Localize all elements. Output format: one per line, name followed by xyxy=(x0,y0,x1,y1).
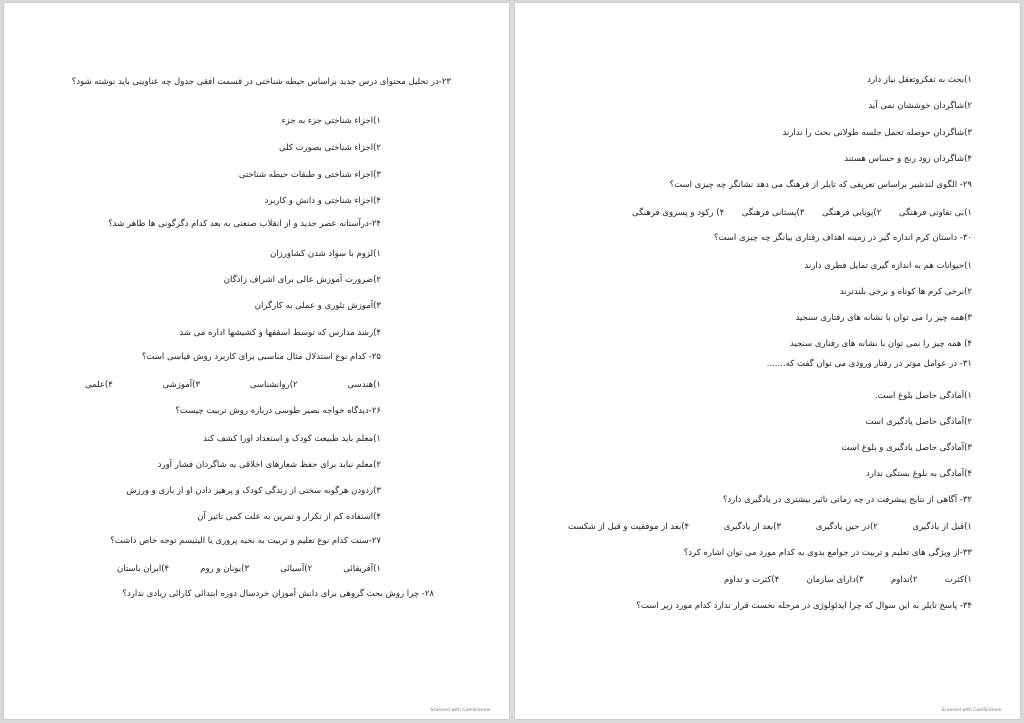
option-33-4: ۴)کثرت و تداوم xyxy=(724,575,780,585)
option-25-1: ۱)هندسی xyxy=(347,380,381,390)
option-27-2: ۲)آسیائی xyxy=(280,564,313,574)
option-26-4: ۴)استفاده کم از تکرار و تمرین به علت کمی تاثیر آن xyxy=(197,512,381,522)
option-24-4: ۴)رشد مدارس که توسط اسقفها و کشیشها اداره می شد xyxy=(179,328,381,338)
question-34: ۳۴- پاسخ تایلر به این سوال که چرا ایدئولوژی در مرحله نخست قرار ندارد کدام مورد زیر است؟ xyxy=(636,601,972,611)
option-25-4: ۴)علمی xyxy=(85,380,113,390)
option-23-3: ۳)اجزاء شناختی و طبقات حیطه شناختی xyxy=(238,170,381,180)
options-29 xyxy=(632,208,972,219)
option-28-2: ۲)شاگردان خوششان نمی آید xyxy=(868,101,972,111)
option-27-3: ۳)یونان و روم xyxy=(200,564,250,574)
option-23-1: ۱)اجزاء شناختی جزء به جزء xyxy=(281,116,381,126)
question-29: ۲۹- الگوی لندشیر براساس تعریفی که تایلر از فرهنگ می دهد نشانگر چه چیزی است؟ xyxy=(669,180,972,190)
option-33-3: ۳)دارای سازمان xyxy=(806,575,864,585)
option-33-1: ۱)کثرت xyxy=(944,575,972,585)
option-31-1: ۱)آمادگی حاصل بلوغ است. xyxy=(874,391,972,401)
question-27: ۲۷-سنت کدام نوع تعلیم و تربیت به نخبه پروری یا الیتیسم توجه خاص داشت؟ xyxy=(110,536,381,546)
options-25 xyxy=(85,380,381,391)
question-31: ۳۱- در عوامل موثر در رفتار ورودی می توان گفت که....... xyxy=(766,359,972,369)
option-29-4: ۴) رکود و پسروی فرهنگی xyxy=(632,208,725,218)
option-33-2: ۲)تداوم xyxy=(891,575,918,585)
option-28-1: ۱)بحث به تفکروتعقل نیاز دارد xyxy=(867,75,972,85)
question-28: ۲۸- چرا روش بحث گروهی برای دانش آموزان خردسال دوره ابتدائی کارائی زیادی ندارد؟ xyxy=(122,589,434,599)
option-25-3: ۳)آموزشی xyxy=(162,380,201,390)
option-30-2: ۲)برخی کرم ها کوتاه و برخی بلندترند xyxy=(839,287,972,297)
option-30-3: ۳)همه چیز را می توان با نشانه های رفتاری سنجید xyxy=(795,313,972,323)
option-26-3: ۳)زدودن هرگونه سختی از زندگی کودک و پرهیز دادن او از بازی و ورزش xyxy=(126,486,381,496)
option-24-1: ۱)لزوم با سواد شدن کشاورزان xyxy=(270,249,381,259)
option-28-3: ۳)شاگردان حوصله تحمل جلسه طولانی بحث را ندارند xyxy=(782,128,972,138)
option-32-4: ۴)بعد از موفقیت و قبل از شکست xyxy=(568,522,690,532)
option-31-3: ۳)آمادگی حاصل یادگیری و بلوغ است xyxy=(841,443,972,453)
option-28-4: ۴)شاگردان زود رنج و حساس هستند xyxy=(844,154,972,164)
option-23-4: ۴)اجزاء شناختی و دانش و کاربرد xyxy=(264,196,381,206)
option-26-2: ۲)معلم نباید برای حفظ شعارهای اخلاقی به شاگردان فشار آورد xyxy=(157,460,381,470)
question-32: ۳۲- آگاهی از نتایج پیشرفت در چه زمانی تاثیر بیشتری در یادگیری دارد؟ xyxy=(722,495,972,505)
option-30-4: ۴) همه چیز را نمی توان با نشانه های رفتاری سنجید xyxy=(790,339,972,349)
option-32-1: ۱)قبل از یادگیری xyxy=(912,522,972,532)
question-23: ۲۳-در تحلیل محتوای درس جدید براساس حیطه شناختی در قسمت افقی جدول چه عناوینی باید نوشته شود؟ xyxy=(71,77,451,87)
option-32-3: ۳)بعد از یادگیری xyxy=(723,522,782,532)
options-32 xyxy=(568,522,972,533)
document-page-left xyxy=(4,3,509,719)
scanner-footer: Scanned with CamScanner xyxy=(430,708,491,713)
option-29-1: ۱)بی تفاوتی فرهنگی xyxy=(898,208,972,218)
question-33: ۳۳-از ویژگی های تعلیم و تربیت در جوامع بدوی به کدام مورد می توان اشاره کرد؟ xyxy=(683,548,972,558)
question-24: ۲۴-درآستانه عصر جدید و از انقلاب صنعتی به بعد کدام دگرگونی ها ظاهر شد؟ xyxy=(108,219,381,229)
options-27 xyxy=(117,564,381,575)
option-27-4: ۴)ایران باستان xyxy=(117,564,170,574)
option-32-2: ۲)در حین یادگیری xyxy=(815,522,878,532)
option-29-3: ۳)پستانی فرهنگی xyxy=(741,208,805,218)
question-30: ۳۰- داستان کرم اندازه گیر در زمینه اهداف رفتاری بیانگر چه چیزی است؟ xyxy=(713,233,972,243)
question-25: ۲۵- کدام نوع استدلال مثال مناسبی برای کاربرد روش قیاسی است؟ xyxy=(141,352,381,362)
scanner-footer: Scanned with CamScanner xyxy=(941,708,1002,713)
option-29-2: ۲)پویایی فرهنگی xyxy=(821,208,882,218)
options-33 xyxy=(724,575,972,586)
question-26: ۲۶-دیدگاه خواجه نصیر طوسی درباره روش تربیت چیست؟ xyxy=(175,406,381,416)
option-25-2: ۲)روانشناسی xyxy=(249,380,298,390)
option-24-2: ۲)ضرورت آموزش عالی برای اشراف زادگان xyxy=(223,275,381,285)
option-23-2: ۲)اجزاء شناختی بصورت کلی xyxy=(278,143,381,153)
option-30-1: ۱)حیوانات هم به اندازه گیری تمایل فطری دارند xyxy=(804,261,972,271)
option-24-3: ۳)آموزش تئوری و عملی به کارگران xyxy=(254,301,381,311)
option-31-4: ۴)آمادگی به بلوغ بستگی ندارد xyxy=(865,469,972,479)
option-27-1: ۱)آفریقائی xyxy=(343,564,381,574)
option-26-1: ۱)معلم باید طبیعت کودک و استعداد اورا کشف کند xyxy=(203,434,381,444)
document-page-right xyxy=(515,3,1020,719)
option-31-2: ۲)آمادگی حاصل یادگیری است xyxy=(865,417,972,427)
